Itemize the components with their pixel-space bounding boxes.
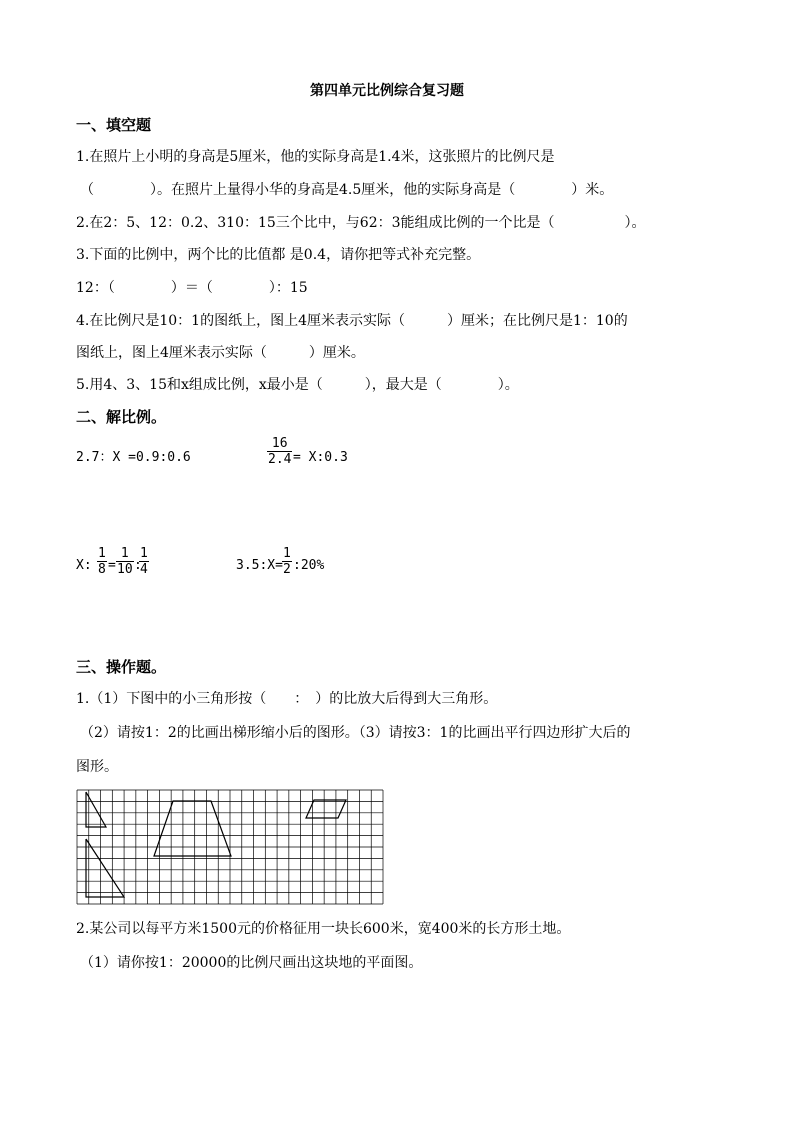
trapezoid — [154, 801, 231, 856]
proportion-4-fraction — [282, 546, 292, 577]
operation-question-1a: 1.（1）下图中的小三角形按（ ： ）的比放大后得到大三角形。 — [76, 691, 498, 707]
operation-question-2: 2.某公司以每平方米1500元的价格征用一块长600米，宽400米的长方形土地。 — [76, 921, 571, 937]
operation-question-2-1: （1）请你按1：20000的比例尺画出这块地的平面图。 — [80, 955, 423, 971]
proportion-3-equals: = — [108, 558, 116, 573]
numerator: 1 — [283, 546, 291, 561]
proportion-4-lead: 3.5:X= — [236, 558, 283, 573]
numerator: 1 — [98, 546, 106, 561]
proportion-3-colon: : — [134, 558, 142, 573]
question-4-line-1: 4.在比例尺是10：1的图纸上，图上4厘米表示实际（ ）厘米；在比例尺是1：10的 — [76, 313, 628, 329]
denominator: 10 — [117, 562, 133, 577]
proportion-3-fraction-2 — [116, 546, 134, 577]
proportion-2-fraction — [267, 436, 292, 467]
page-title: 第四单元比例综合复习题 — [310, 83, 464, 99]
question-4-line-2: 图纸上，图上4厘米表示实际（ ）厘米。 — [76, 345, 365, 361]
question-3: 3.下面的比例中，两个比的比值都 是0.4，请你把等式补充完整。 — [76, 247, 481, 263]
question-2: 2.在2：5、12：0.2、310：15三个比中，与62：3能组成比例的一个比是（ ）。 — [76, 215, 646, 231]
question-1-line-1: 1.在照片上小明的身高是5厘米，他的实际身高是1.4米，这张照片的比例尺是 — [76, 149, 555, 165]
question-5: 5.用4、3、15和x组成比例，x最小是（ ），最大是（ ）。 — [76, 377, 519, 393]
denominator: 2 — [283, 562, 291, 577]
section-heading-proportion: 二、解比例。 — [76, 408, 167, 426]
large-triangle — [86, 839, 124, 897]
operation-question-1b-line-1: （2）请按1：2的比画出梯形缩小后的图形。（3）请按3：1的比画出平行四边形扩大后的 — [80, 725, 631, 741]
question-1-line-2: （ ）。在照片上量得小华的身高是4.5厘米，他的实际身高是（ ）米。 — [80, 182, 614, 198]
proportion-4-rest: :20% — [293, 558, 325, 573]
grid-lines — [77, 790, 383, 904]
parallelogram — [306, 800, 346, 818]
proportion-3-lead: X: — [76, 558, 92, 573]
graph-paper-grid — [76, 789, 386, 907]
numerator: 1 — [140, 546, 148, 561]
numerator: 16 — [271, 436, 288, 451]
section-heading-operations: 三、操作题。 — [76, 658, 167, 676]
denominator: 4 — [140, 562, 148, 577]
denominator: 8 — [98, 562, 106, 577]
proportion-1: 2.7：X =0.9:0.6 — [76, 450, 191, 465]
operation-question-1b-line-2: 图形。 — [76, 759, 118, 775]
section-heading-fill: 一、填空题 — [76, 116, 152, 134]
numerator: 1 — [120, 546, 129, 561]
proportion-3-fraction-1 — [97, 546, 107, 577]
question-3-equation: 12：（ ）＝（ ）：15 — [76, 280, 308, 296]
proportion-3-fraction-3 — [139, 546, 149, 577]
denominator: 2.4 — [268, 452, 292, 467]
proportion-2-rest: = X:0.3 — [293, 450, 348, 465]
